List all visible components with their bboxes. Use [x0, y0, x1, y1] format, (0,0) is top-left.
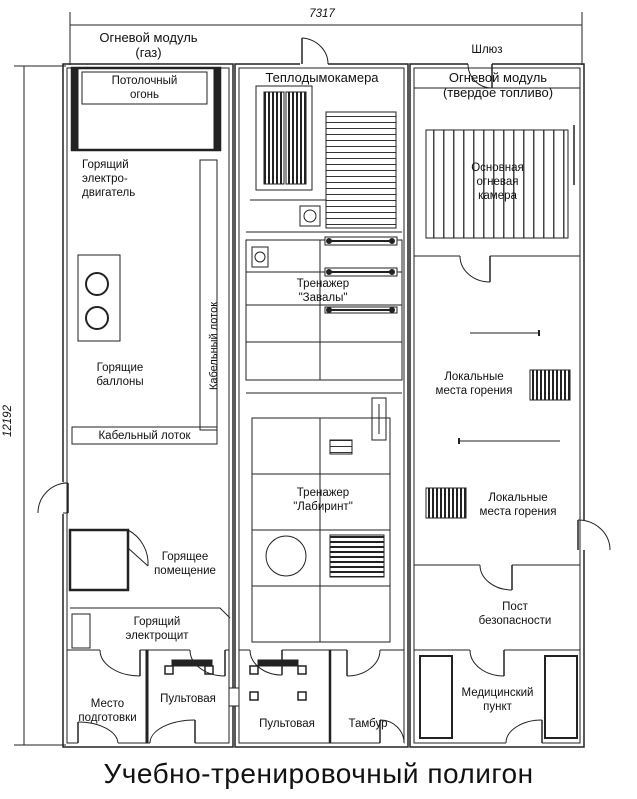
burning-room-label: Горящее помещение — [154, 551, 216, 577]
cylinders-label: Горящие баллоны — [96, 362, 144, 388]
local-fire-2-label: Локальные места горения — [479, 492, 557, 518]
medical-bed-right — [545, 656, 577, 738]
height-dimension-label: 12192 — [2, 405, 14, 437]
solid-module-title: Огневой модуль (твердое топливо) — [442, 70, 554, 100]
rubble-trainer-label: Тренажер "Завалы" — [296, 278, 350, 304]
control-room-1-label: Пультовая — [160, 693, 216, 705]
local-fire-grate-1 — [530, 370, 570, 400]
electrical-panel — [72, 614, 90, 648]
medical-label: Медицинский пункт — [461, 687, 534, 713]
airlock-label: Шлюз — [471, 44, 503, 56]
local-fire-grate-2 — [426, 488, 466, 518]
cable-tray-horizontal-label: Кабельный лоток — [98, 430, 191, 442]
gas-module-title: Огневой модуль (газ) — [99, 30, 198, 60]
cable-tray-vertical-label: Кабельный лоток — [208, 301, 220, 391]
prep-place-label: Место подготовки — [78, 698, 137, 724]
main-chamber-label: Основная огневая камера — [471, 162, 524, 202]
diagram-caption: Учебно-тренировочный полигон — [103, 758, 534, 789]
labyrinth-trainer-label: Тренажер "Лабиринт" — [293, 487, 353, 513]
vestibule-label: Тамбур — [348, 718, 388, 730]
medical-bed-left — [420, 656, 452, 738]
safety-post-label: Пост безопасности — [478, 601, 552, 627]
burning-panel-label: Горящий электрощит — [125, 616, 189, 642]
control-room-2-label: Пультовая — [259, 718, 315, 730]
width-dimension-label: 7317 — [309, 8, 335, 20]
ceiling-fire-label: Потолочный огонь — [111, 75, 178, 101]
shelf-stack — [326, 112, 396, 228]
smoke-module-title: Теплодымокамера — [265, 70, 379, 85]
burning-room-box — [70, 530, 128, 590]
burning-motor-label: Горящий электро- двигатель — [82, 159, 136, 199]
local-fire-1-label: Локальные места горения — [435, 371, 513, 397]
